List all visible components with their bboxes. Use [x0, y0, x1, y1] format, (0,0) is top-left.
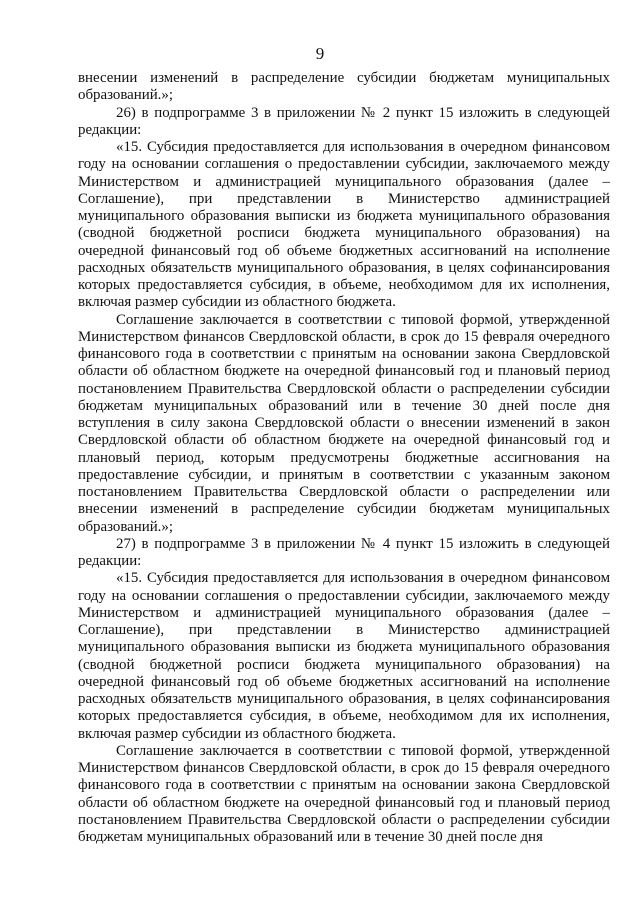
paragraph: «15. Субсидия предоставляется для использования в очередном финансовом году на основании соглашения о предоставлении субсидии, заключаемого между Министерством и администрацией муниципального образования (далее – Соглашение), при представлении в Министерство администрацией муниципального образования выписки из бюджета муниципального образования (сводной бюджетной росписи бюджета муниципального образования) на очередной финансовый год об объеме бюджетных ассигнований на исполнение расходных обязательств муниципального образования, в целях софинансирования которых предоставляется субсидия, в объеме, необходимом для их исполнения, включая размер субсидии из областного бюджета. — [78, 139, 610, 311]
paragraph: внесении изменений в распределение субсидии бюджетам муниципальных образований.»; — [78, 70, 610, 104]
paragraph: 26) в подпрограмме 3 в приложении № 2 пункт 15 изложить в следующей редакции: — [78, 104, 610, 138]
document-body — [78, 70, 610, 846]
page-number: 9 — [315, 44, 325, 63]
paragraph: Соглашение заключается в соответствии с типовой формой, утвержденной Министерством финансов Свердловской области, в срок до 15 февраля очередного финансового года в соответствии с принятым на основании закона Свердловской области об областном бюджете на очередной финансовый год и плановый период постановлением Правительства Свердловской области о распределении субсидии бюджетам муниципальных образований или в течение 30 дней после дня — [78, 742, 610, 845]
paragraph: Соглашение заключается в соответствии с типовой формой, утвержденной Министерством финансов Свердловской области, в срок до 15 февраля очередного финансового года в соответствии с принятым на основании закона Свердловской области об областном бюджете на очередной финансовый год и плановый период постановлением Правительства Свердловской области о распределении субсидии бюджетам муниципальных образований или в течение 30 дней после дня вступления в силу закона Свердловской области о внесении изменений в закон Свердловской области об областном бюджете на очередной финансовый год и плановый период, которым предусмотрены бюджетные ассигнования на предоставление субсидии, и принятым в соответствии с указанным законом постановлением Правительства Свердловской области о распределении или внесении изменений в распределение субсидии бюджетам муниципальных образований.»; — [78, 311, 610, 535]
paragraph: 27) в подпрограмме 3 в приложении № 4 пункт 15 изложить в следующей редакции: — [78, 535, 610, 569]
paragraph: «15. Субсидия предоставляется для использования в очередном финансовом году на основании соглашения о предоставлении субсидии, заключаемого между Министерством и администрацией муниципального образования (далее – Соглашение), при представлении в Министерство администрацией муниципального образования выписки из бюджета муниципального образования (сводной бюджетной росписи бюджета муниципального образования) на очередной финансовый год об объеме бюджетных ассигнований на исполнение расходных обязательств муниципального образования, в целях софинансирования которых предоставляется субсидия, в объеме, необходимом для их исполнения, включая размер субсидии из областного бюджета. — [78, 570, 610, 742]
